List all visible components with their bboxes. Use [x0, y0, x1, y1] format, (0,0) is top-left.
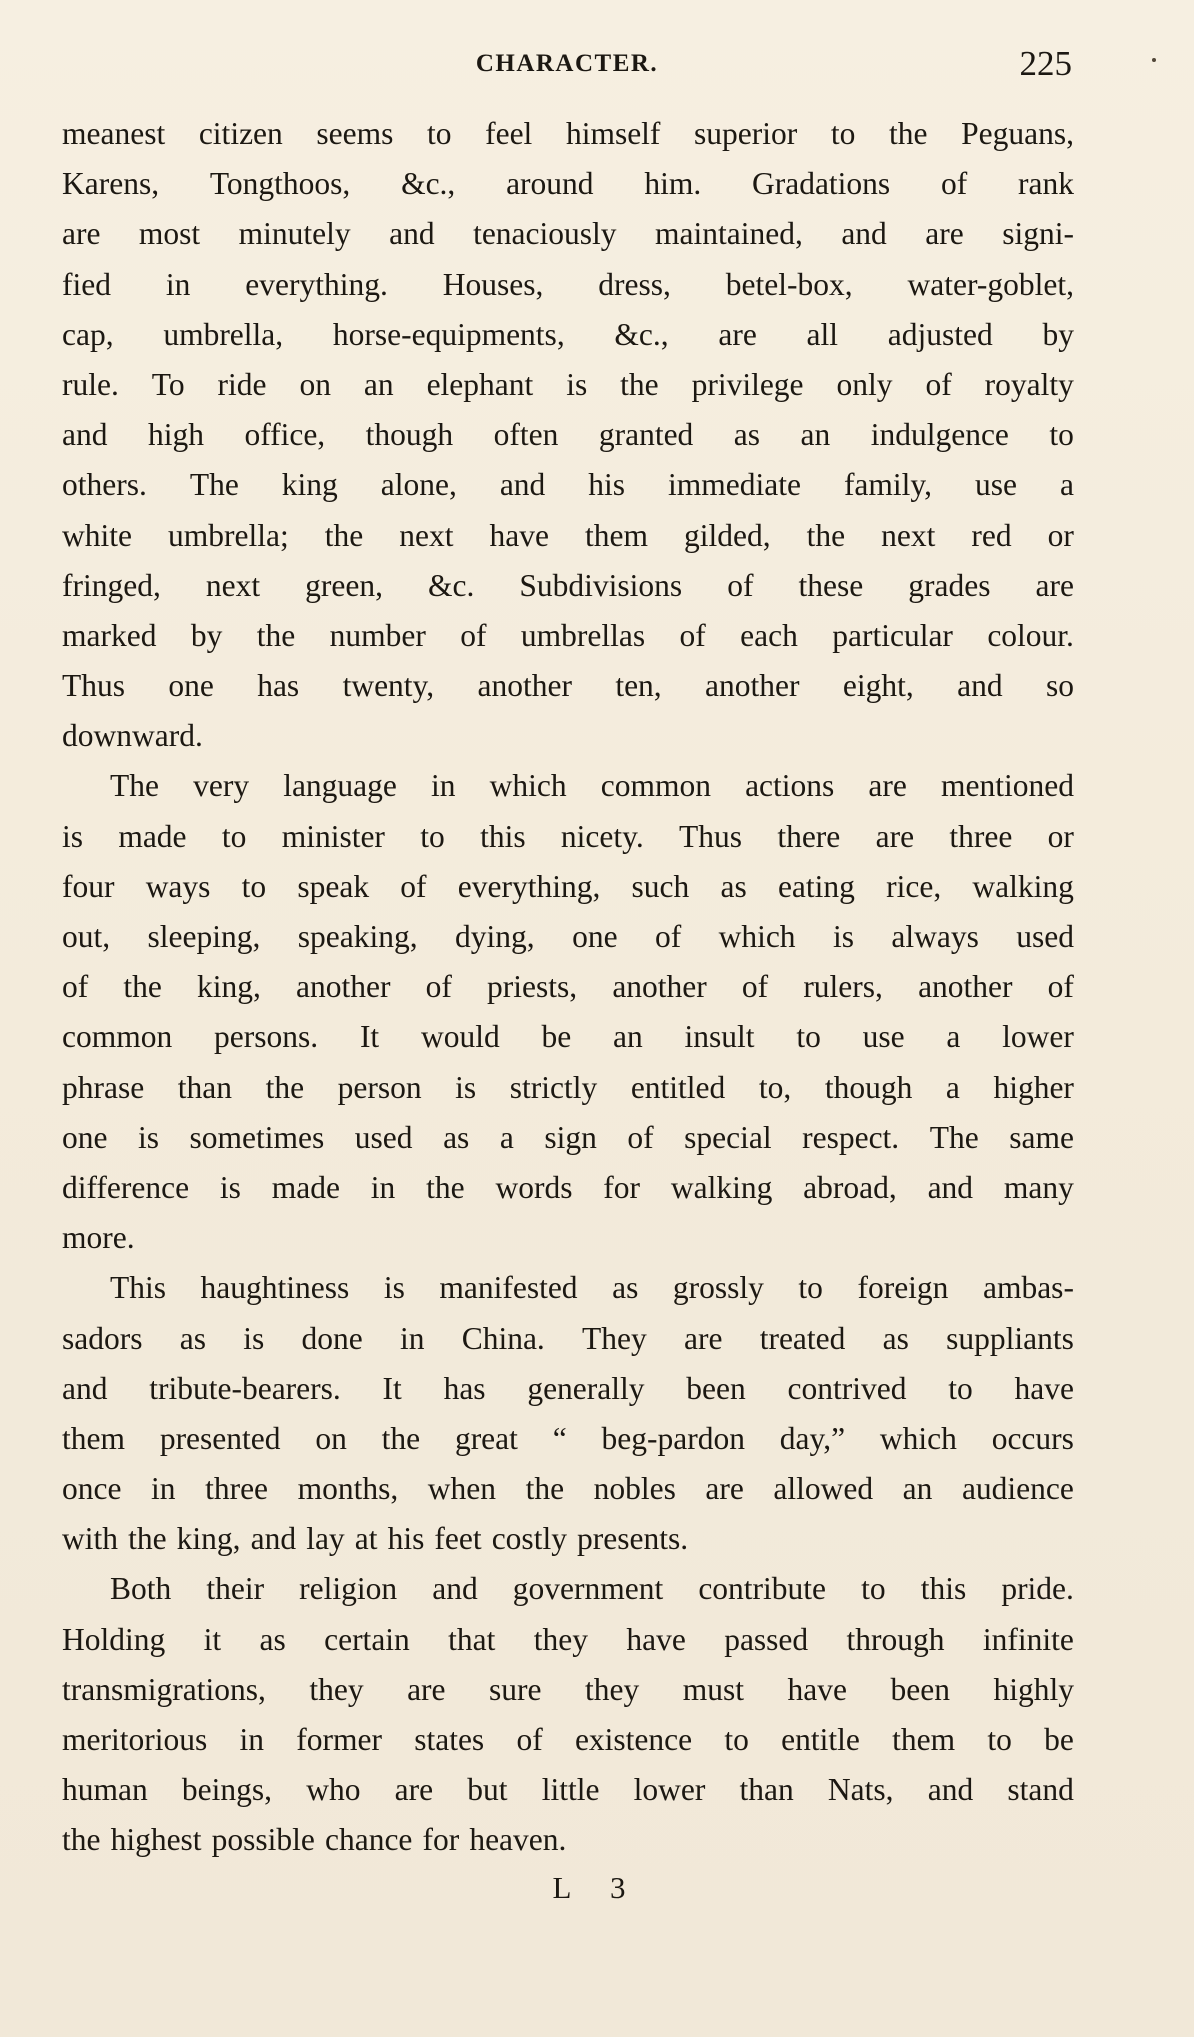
text-line: others. The king alone, and his immediate family, use a	[62, 467, 1074, 503]
running-head: CHARACTER.	[475, 50, 659, 77]
text-line: The very language in which common actions are mentioned	[110, 768, 1074, 804]
text-line: one is sometimes used as a sign of special respect. The same	[62, 1119, 1074, 1155]
text-line: rule. To ride on an elephant is the privilege only of royalty	[62, 366, 1074, 402]
text-line: cap, umbrella, horse-equipments, &c., are all adjusted by	[62, 316, 1074, 352]
text-line: with the king, and lay at his feet costly presents.	[62, 1521, 689, 1557]
text-line: sadors as is done in China. They are treated as suppliants	[62, 1320, 1074, 1356]
text-line: transmigrations, they are sure they must have been highly	[62, 1671, 1074, 1707]
text-line: marked by the number of umbrellas of each particular colour.	[62, 617, 1074, 653]
text-line: downward.	[62, 718, 203, 754]
text-line: Holding it as certain that they have passed through infinite	[62, 1621, 1074, 1657]
text-line: Both their religion and government contribute to this pride.	[110, 1571, 1074, 1607]
text-line: meanest citizen seems to feel himself superior to the Peguans,	[62, 116, 1074, 151]
text-line: of the king, another of priests, another of rulers, another of	[62, 969, 1074, 1005]
text-line: and tribute-bearers. It has generally been contrived to have	[62, 1370, 1074, 1406]
text-line: and high office, though often granted as an indulgence to	[62, 417, 1074, 453]
text-line: once in three months, when the nobles are allowed an audience	[62, 1471, 1074, 1507]
body-text	[62, 109, 1074, 1866]
text-line: phrase than the person is strictly entitled to, though a higher	[62, 1069, 1074, 1105]
signature-mark: L 3	[552, 1870, 642, 1905]
text-line: more.	[62, 1220, 135, 1256]
text-line: meritorious in former states of existence to entitle them to be	[62, 1722, 1074, 1757]
text-line: This haughtiness is manifested as grossly to foreign ambas-	[110, 1270, 1074, 1306]
text-line: are most minutely and tenaciously maintained, and are signi-	[62, 216, 1074, 252]
text-line: common persons. It would be an insult to use a lower	[62, 1019, 1074, 1055]
text-line: is made to minister to this nicety. Thus there are three or	[62, 818, 1074, 854]
text-line: Thus one has twenty, another ten, another eight, and so	[62, 668, 1074, 704]
text-line: human beings, who are but little lower than Nats, and stand	[62, 1772, 1074, 1808]
text-line: the highest possible chance for heaven.	[62, 1822, 567, 1858]
page-header	[62, 44, 1072, 94]
text-line: them presented on the great “ beg-pardon day,” which occurs	[62, 1420, 1074, 1456]
ink-speck	[1152, 58, 1156, 62]
text-line: fringed, next green, &c. Subdivisions of these grades are	[62, 567, 1074, 603]
text-line: white umbrella; the next have them gilded, the next red or	[62, 517, 1074, 553]
text-line: difference is made in the words for walking abroad, and many	[62, 1169, 1074, 1205]
page-number: 225	[1019, 44, 1072, 83]
text-line: fied in everything. Houses, dress, betel-box, water-goblet,	[62, 266, 1074, 302]
text-line: four ways to speak of everything, such as eating rice, walking	[62, 868, 1074, 904]
text-line: Karens, Tongthoos, &c., around him. Gradations of rank	[62, 166, 1074, 202]
text-line: out, sleeping, speaking, dying, one of which is always used	[62, 919, 1074, 954]
